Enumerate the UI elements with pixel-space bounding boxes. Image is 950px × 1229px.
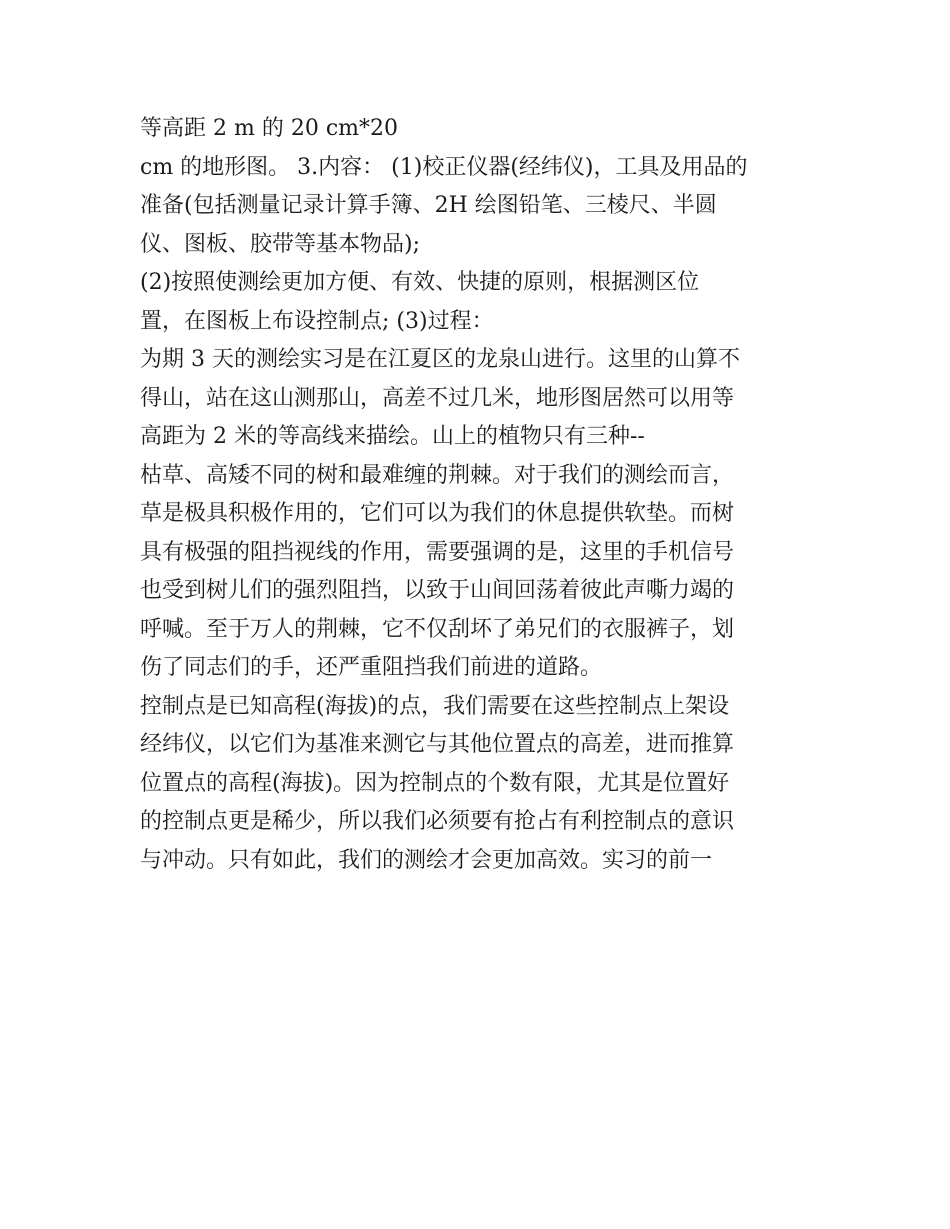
text-line: 的控制点更是稀少，所以我们必须要有抢占有利控制点的意识	[140, 809, 735, 834]
text-line: 位置点的高程(海拔)。因为控制点的个数有限，尤其是位置好	[140, 770, 730, 796]
text-line: cm 的地形图。 3.内容： (1)校正仪器(经纬仪)，工具及用品的	[140, 154, 748, 180]
text-line: 高距为 2 米的等高线来描绘。山上的植物只有三种--	[140, 424, 645, 449]
text-line: 控制点是已知高程(海拔)的点，我们需要在这些控制点上架设	[140, 693, 730, 719]
text-line: 准备(包括测量记录计算手簿、2H 绘图铅笔、三棱尺、半圆	[140, 193, 717, 218]
text-line: 仪、图板、胶带等基本物品);	[140, 231, 420, 257]
text-line: 得山，站在这山测那山，高差不过几米，地形图居然可以用等	[140, 385, 735, 411]
text-line: (2)按照使测绘更加方便、有效、快捷的原则，根据测区位	[140, 270, 700, 295]
text-line: 等高距 2 m 的 20 cm*20	[140, 116, 398, 141]
text-line: 呼喊。至于万人的荆棘，它不仅刮坏了弟兄们的衣服裤子，划	[140, 616, 735, 642]
text-line: 为期 3 天的测绘实习是在江夏区的龙泉山进行。这里的山算不	[140, 347, 740, 372]
text-line: 草是极具积极作用的，它们可以为我们的休息提供软垫。而树	[140, 501, 735, 526]
text-line: 枯草、高矮不同的树和最难缠的荆棘。对于我们的测绘而言，	[140, 462, 735, 488]
text-line: 也受到树儿们的强烈阻挡，以致于山间回荡着彼此声嘶力竭的	[140, 578, 735, 603]
text-line: 置，在图板上布设控制点; (3)过程：	[140, 308, 494, 334]
text-line: 具有极强的阻挡视线的作用，需要强调的是，这里的手机信号	[140, 539, 735, 565]
text-line: 经纬仪，以它们为基准来测它与其他位置点的高差，进而推算	[140, 732, 735, 757]
text-line: 伤了同志们的手，还严重阻挡我们前进的道路。	[140, 655, 603, 680]
body-text	[140, 110, 830, 880]
text-line: 与冲动。只有如此，我们的测绘才会更加高效。实习的前一	[140, 847, 713, 873]
